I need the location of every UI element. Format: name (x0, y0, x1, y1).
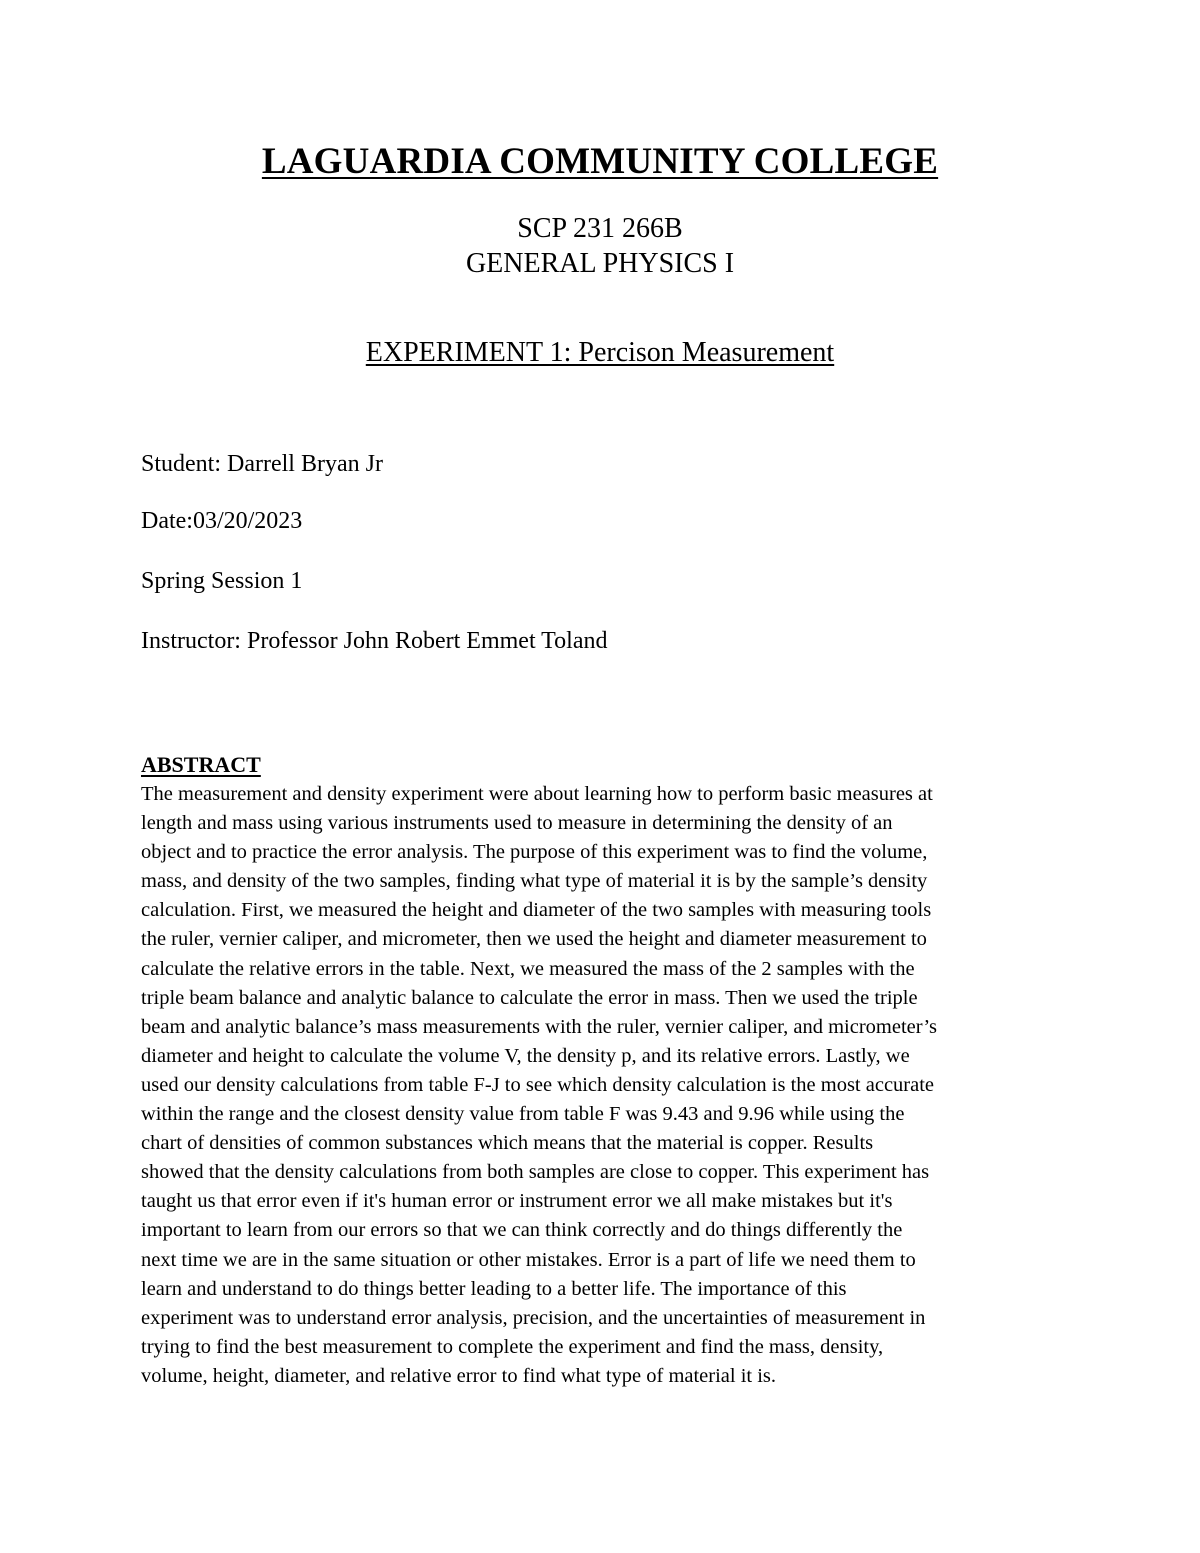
abstract-line: calculate the relative errors in the table. Next, we measured the mass of the 2 samples with the (141, 957, 915, 980)
abstract-line: used our density calculations from table F-J to see which density calculation is the most accurate (141, 1073, 935, 1096)
abstract-line: next time we are in the same situation or other mistakes. Error is a part of life we need them to (141, 1248, 916, 1271)
abstract-line: the ruler, vernier caliper, and micrometer, then we used the height and diameter measurement to (141, 928, 927, 951)
abstract-line: object and to practice the error analysis. The purpose of this experiment was to find the volume, (141, 841, 928, 864)
abstract-line: chart of densities of common substances which means that the material is copper. Results (141, 1132, 874, 1155)
abstract-line: taught us that error even if it's human error or instrument error we all make mistakes but it's (141, 1190, 893, 1213)
course-name: GENERAL PHYSICS I (465, 248, 735, 279)
abstract-line: length and mass using various instruments used to measure in determining the density of an (141, 812, 893, 835)
abstract-line: experiment was to understand error analysis, precision, and the uncertainties of measurement in (141, 1306, 926, 1329)
abstract-line: within the range and the closest density value from table F was 9.43 and 9.96 while using the (141, 1103, 905, 1126)
course-code: SCP 231 266B (517, 213, 683, 244)
abstract-line: calculation. First, we measured the height and diameter of the two samples with measuring tools (141, 899, 932, 922)
abstract-line: diameter and height to calculate the volume V, the density p, and its relative errors. Lastly, we (141, 1044, 910, 1067)
session-line: Spring Session 1 (141, 568, 303, 594)
abstract-line: important to learn from our errors so that we can think correctly and do things differently the (141, 1219, 903, 1242)
abstract-line: volume, height, diameter, and relative error to find what type of material it is. (141, 1364, 777, 1387)
abstract-line: triple beam balance and analytic balance to calculate the error in mass. Then we used the triple (141, 986, 918, 1009)
instructor-line: Instructor: Professor John Robert Emmet Toland (141, 628, 608, 654)
abstract-line: showed that the density calculations from both samples are close to copper. This experiment has (141, 1161, 930, 1184)
abstract-heading: ABSTRACT (141, 752, 261, 777)
student-line: Student: Darrell Bryan Jr (141, 451, 383, 477)
abstract-line: The measurement and density experiment were about learning how to perform basic measures at (141, 783, 933, 805)
abstract-line: learn and understand to do things better leading to a better life. The importance of this (141, 1277, 847, 1300)
college-title: LAGUARDIA COMMUNITY COLLEGE (261, 141, 939, 182)
abstract-line: beam and analytic balance’s mass measurements with the ruler, vernier caliper, and micrometer’s (141, 1015, 938, 1038)
abstract-paragraph (141, 780, 1061, 1391)
abstract-line: mass, and density of the two samples, finding what type of material it is by the sample’s density (141, 870, 928, 893)
experiment-title: EXPERIMENT 1: Percison Measurement (365, 337, 835, 368)
date-line: Date:03/20/2023 (141, 508, 303, 534)
abstract-line: trying to find the best measurement to complete the experiment and find the mass, density, (141, 1335, 884, 1358)
